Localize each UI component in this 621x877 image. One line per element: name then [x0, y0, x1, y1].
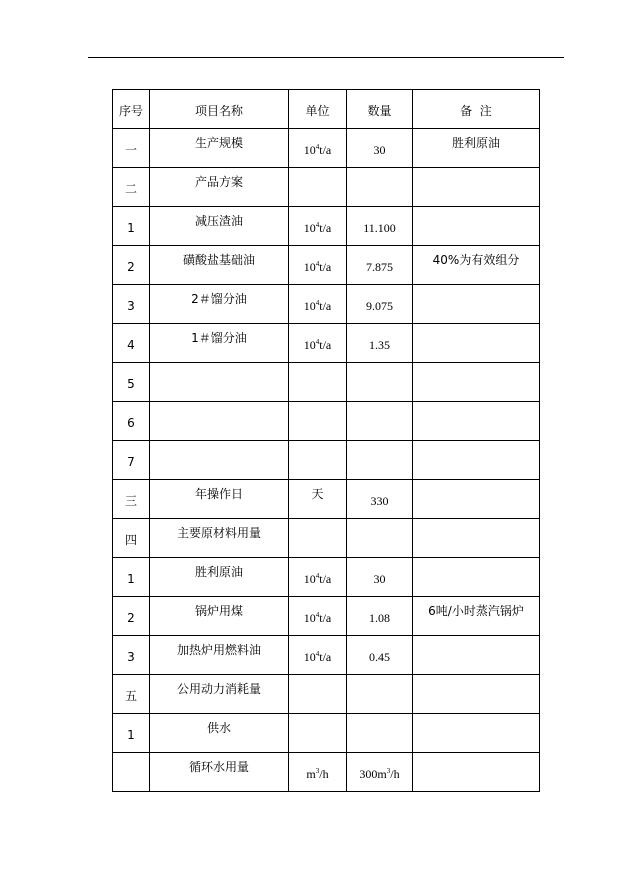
row-qty: [347, 519, 413, 558]
header-unit: 单位: [289, 90, 347, 129]
row-name: 循环水用量: [150, 753, 289, 792]
row-name: 主要原材料用量: [150, 519, 289, 558]
row-name: 产品方案: [150, 168, 289, 207]
row-name: [150, 441, 289, 480]
table-row: [113, 519, 540, 558]
row-qty: 30: [347, 129, 413, 168]
row-name: 年操作日: [150, 480, 289, 519]
unit-exponent: 3: [315, 767, 320, 775]
table-row: [113, 324, 540, 363]
unit-base: 10: [303, 143, 316, 157]
row-seq: 1: [113, 714, 150, 753]
table-row: [113, 207, 540, 246]
row-name: 磺酸盐基础油: [150, 246, 289, 285]
row-name: 锅炉用煤: [150, 597, 289, 636]
table-row: [113, 714, 540, 753]
row-seq: 4: [113, 324, 150, 363]
table-row: [113, 597, 540, 636]
header-seq: 序号: [113, 90, 150, 129]
unit-exponent: 4: [315, 650, 320, 658]
row-note: [413, 480, 540, 519]
row-seq: 五: [113, 675, 150, 714]
row-qty: [347, 714, 413, 753]
row-qty: 1.35: [347, 324, 413, 363]
row-seq: 2: [113, 597, 150, 636]
row-qty: [347, 675, 413, 714]
row-unit: [289, 519, 347, 558]
row-name: [150, 402, 289, 441]
row-seq: 3: [113, 636, 150, 675]
table-header-row: [113, 90, 540, 129]
row-note: [413, 714, 540, 753]
unit-tail: t/a: [319, 221, 332, 235]
row-unit: [289, 675, 347, 714]
unit-base: 10: [303, 650, 316, 664]
row-unit: [289, 753, 347, 792]
table-row: [113, 480, 540, 519]
table-row: [113, 753, 540, 792]
unit-tail: t/a: [319, 650, 332, 664]
row-unit: [289, 597, 347, 636]
row-name: 减压渣油: [150, 207, 289, 246]
row-qty: 0.45: [347, 636, 413, 675]
row-qty: [347, 753, 413, 792]
header-name: 项目名称: [150, 90, 289, 129]
row-name: 公用动力消耗量: [150, 675, 289, 714]
header-qty: 数量: [347, 90, 413, 129]
row-unit: [289, 207, 347, 246]
table-row: [113, 675, 540, 714]
row-name: 2＃馏分油: [150, 285, 289, 324]
row-note: [413, 285, 540, 324]
row-note: [413, 324, 540, 363]
row-seq: 三: [113, 480, 150, 519]
unit-exponent: 4: [315, 572, 320, 580]
row-name: 1＃馏分油: [150, 324, 289, 363]
row-unit: [289, 441, 347, 480]
row-qty: 30: [347, 558, 413, 597]
unit-tail: t/a: [319, 143, 332, 157]
unit-base: 10: [303, 299, 316, 313]
row-note: 6吨/小时蒸汽锅炉: [413, 597, 540, 636]
table-row: [113, 129, 540, 168]
table-row: [113, 441, 540, 480]
table-row: [113, 168, 540, 207]
row-note: [413, 675, 540, 714]
row-unit: [289, 480, 347, 519]
row-name: 加热炉用燃料油: [150, 636, 289, 675]
table-row: [113, 363, 540, 402]
row-seq: 二: [113, 168, 150, 207]
table-row: [113, 246, 540, 285]
row-qty: 11.100: [347, 207, 413, 246]
row-note: 胜利原油: [413, 129, 540, 168]
unit-exponent: 4: [315, 260, 320, 268]
unit-exponent: 4: [315, 143, 320, 151]
row-seq: 1: [113, 558, 150, 597]
row-qty: 7.875: [347, 246, 413, 285]
unit-tail: t/a: [319, 260, 332, 274]
row-unit: [289, 246, 347, 285]
unit-base: m: [306, 767, 316, 781]
row-seq: 3: [113, 285, 150, 324]
unit-exponent: 4: [315, 221, 320, 229]
row-qty: 1.08: [347, 597, 413, 636]
row-seq: 7: [113, 441, 150, 480]
row-qty: [347, 441, 413, 480]
row-seq: 6: [113, 402, 150, 441]
unit-base: 天: [311, 487, 324, 501]
data-table: [112, 89, 540, 792]
row-qty: 9.075: [347, 285, 413, 324]
unit-base: 10: [303, 221, 316, 235]
row-note: [413, 636, 540, 675]
unit-tail: t/a: [319, 572, 332, 586]
row-name: 供水: [150, 714, 289, 753]
row-seq: 四: [113, 519, 150, 558]
row-note: [413, 402, 540, 441]
row-seq: 一: [113, 129, 150, 168]
row-unit: [289, 714, 347, 753]
row-seq: [113, 753, 150, 792]
row-qty: [347, 168, 413, 207]
row-note: [413, 168, 540, 207]
row-note: [413, 441, 540, 480]
row-seq: 1: [113, 207, 150, 246]
row-qty: 330: [347, 480, 413, 519]
unit-base: 10: [303, 611, 316, 625]
unit-base: 10: [303, 572, 316, 586]
row-note: [413, 207, 540, 246]
unit-tail: /h: [319, 767, 329, 781]
row-qty: [347, 402, 413, 441]
row-unit: [289, 324, 347, 363]
qty-tail: /h: [390, 767, 400, 781]
unit-base: 10: [303, 338, 316, 352]
row-note: [413, 363, 540, 402]
header-rule: [88, 57, 564, 58]
qty-exponent: 3: [386, 767, 391, 775]
row-name: 胜利原油: [150, 558, 289, 597]
unit-exponent: 4: [315, 299, 320, 307]
unit-tail: t/a: [319, 338, 332, 352]
row-unit: [289, 168, 347, 207]
table-row: [113, 285, 540, 324]
table-body: [113, 129, 540, 792]
row-note: [413, 519, 540, 558]
unit-exponent: 4: [315, 611, 320, 619]
row-note: 40%为有效组分: [413, 246, 540, 285]
row-unit: [289, 558, 347, 597]
row-name: 生产规模: [150, 129, 289, 168]
row-seq: 5: [113, 363, 150, 402]
table-row: [113, 636, 540, 675]
row-unit: [289, 285, 347, 324]
row-note: [413, 558, 540, 597]
header-note: 备 注: [413, 90, 540, 129]
qty-base: 300m: [359, 767, 387, 781]
row-unit: [289, 363, 347, 402]
table-row: [113, 558, 540, 597]
row-name: [150, 363, 289, 402]
row-unit: [289, 129, 347, 168]
unit-tail: t/a: [319, 611, 332, 625]
row-unit: [289, 636, 347, 675]
row-qty: [347, 363, 413, 402]
row-seq: 2: [113, 246, 150, 285]
row-note: [413, 753, 540, 792]
row-unit: [289, 402, 347, 441]
unit-exponent: 4: [315, 338, 320, 346]
table-row: [113, 402, 540, 441]
unit-base: 10: [303, 260, 316, 274]
unit-tail: t/a: [319, 299, 332, 313]
